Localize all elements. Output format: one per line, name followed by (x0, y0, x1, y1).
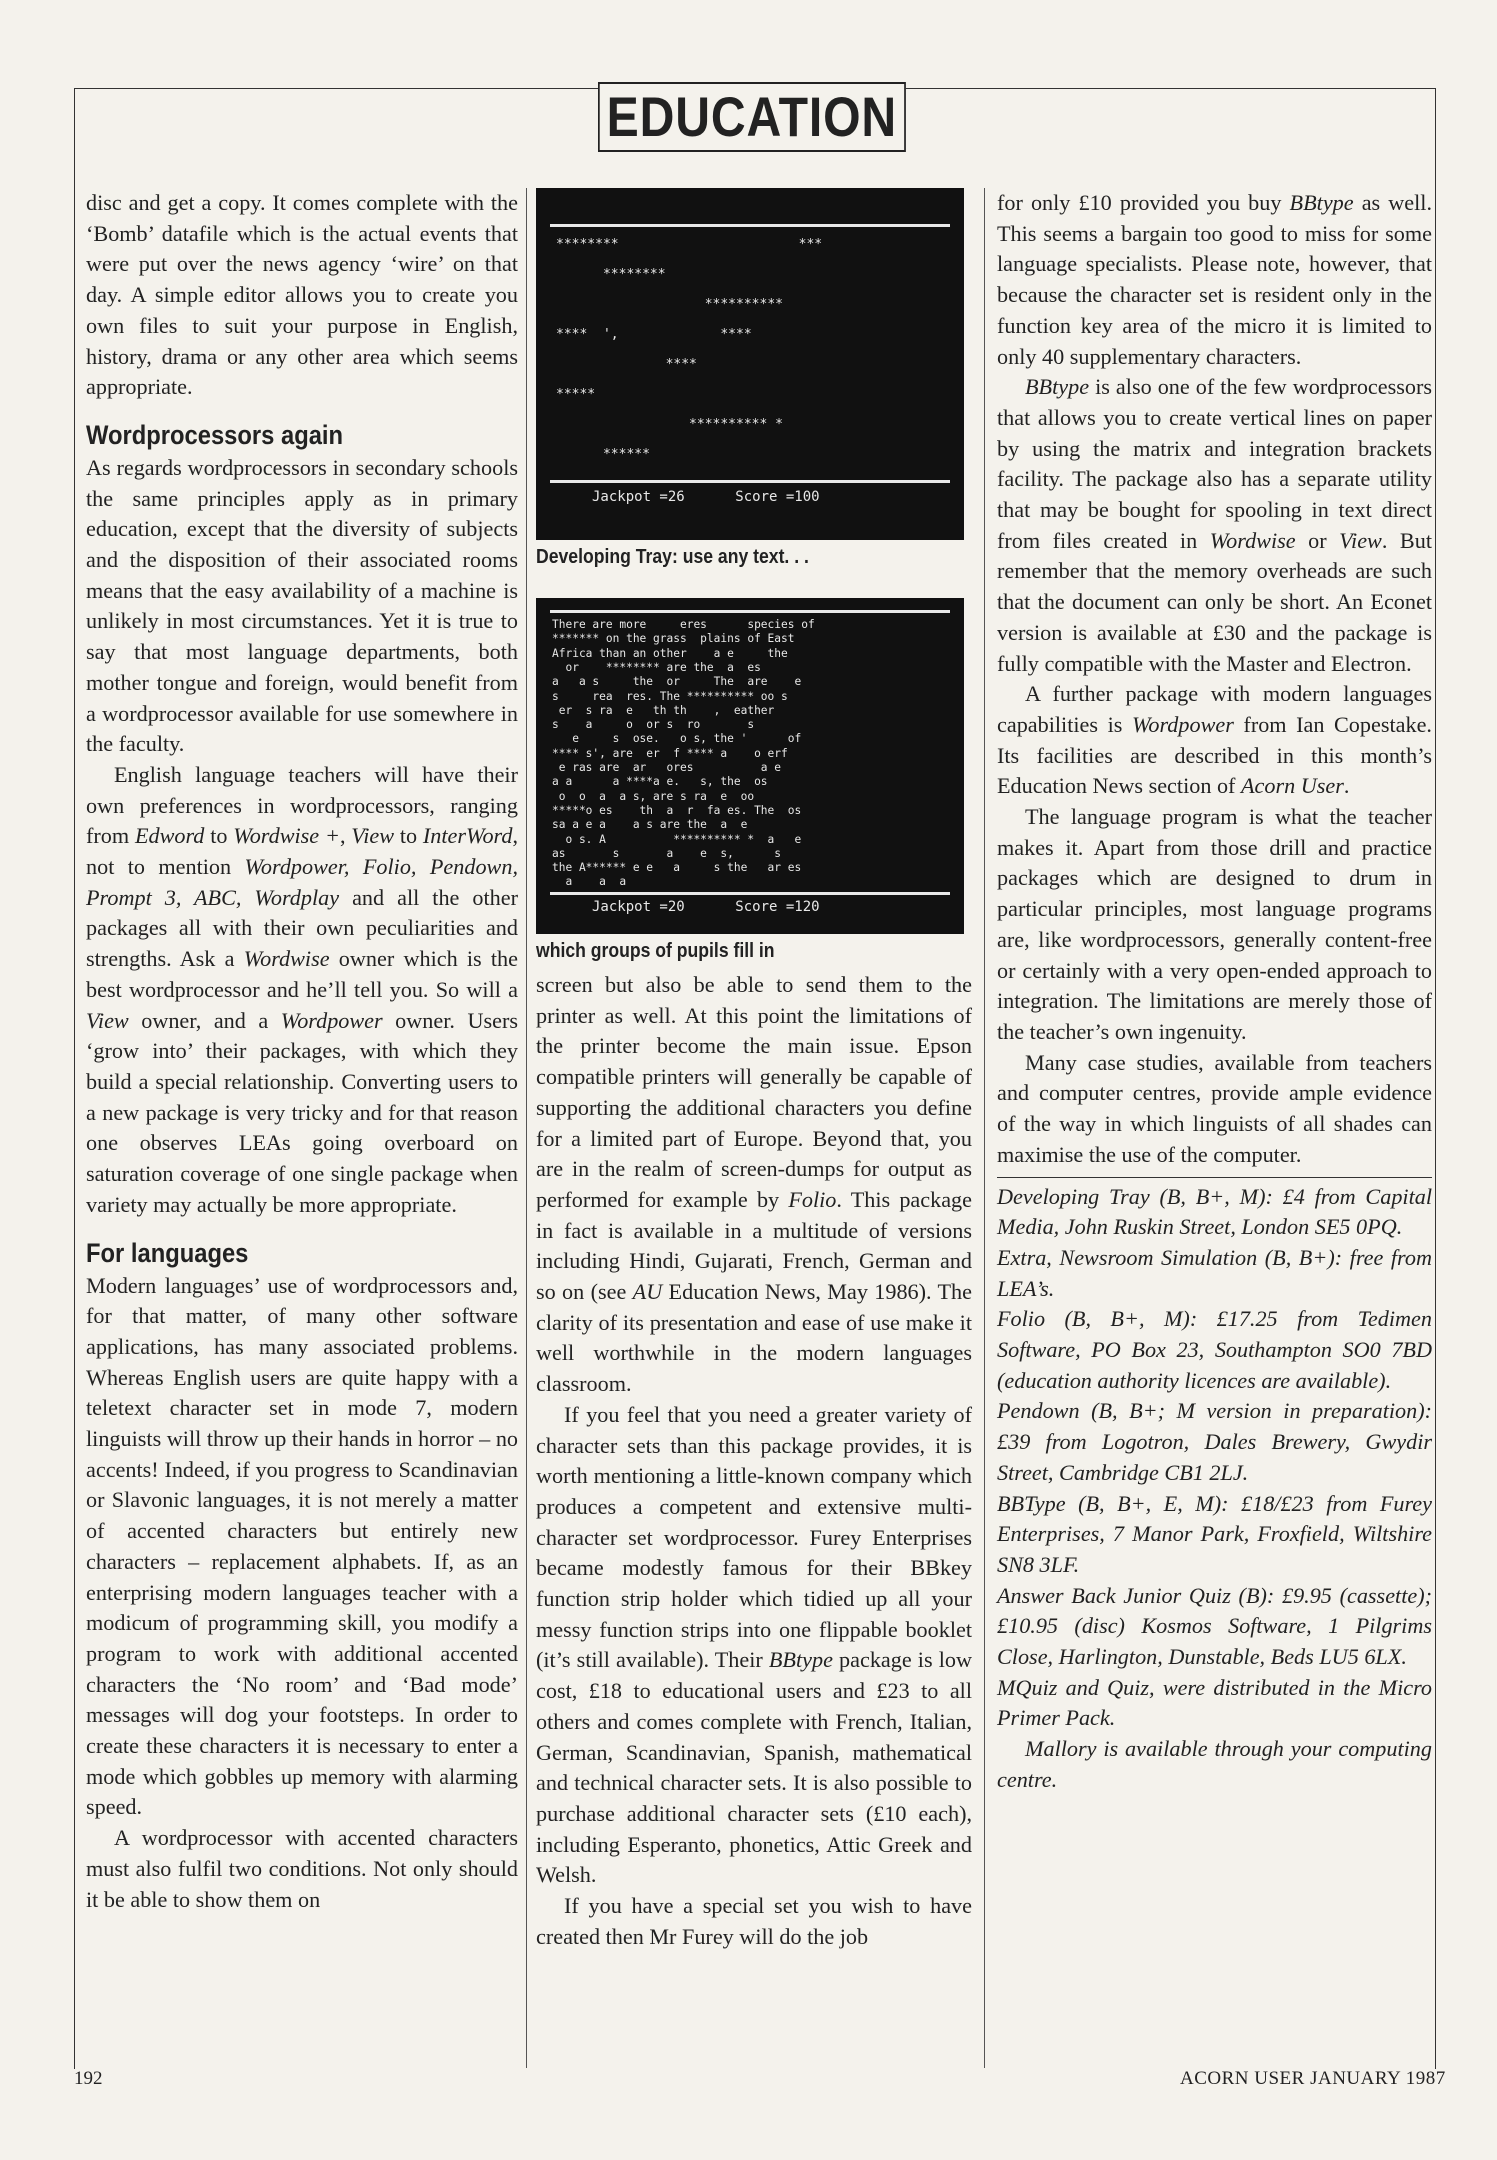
paragraph: screen but also be able to send them to the printer as well. At this point the limitations of the printer become the main issue. Epson compatible printers will generally be capable of supporting the additional characters you define for a limited part of Europe. Beyond that, you are in the realm of screen-dumps for output as performed for example by Folio. This package in fact is available in a multitude of versions including Hindi, Gujarati, French, German and so on (see AU Education News, May 1986). The clarity of its presentation and ease of use make it well worthwhile in the modern languages classroom. (536, 972, 972, 1397)
column-1 (86, 188, 518, 1915)
screen-row: o s. A ********** * a e (552, 832, 802, 846)
paragraph: The language program is what the teacher makes it. Apart from those drill and practice packages which are designed to drum in particular principles, most language programs are, like wordprocessors, generally content-free or certainly with a very open-ended approach to integration. The limitations are merely those of the teacher’s own ingenuity. (997, 804, 1432, 1044)
listing-item: Answer Back Junior Quiz (B): £9.95 (cassette); £10.95 (disc) Kosmos Software, 1 Pilgrims Close, Harlington, Dunstable, Beds LU5 6LX. (997, 1582, 1432, 1670)
running-head: ACORN USER JANUARY 1987 (1180, 2068, 1446, 2089)
paragraph: Many case studies, available from teachers and computer centres, provide ample evidence of the way in which linguists of all shades can maximise the use of the computer. (997, 1049, 1432, 1167)
screen-row: s rea res. The ********** oo s (552, 689, 788, 703)
screen-row: **** (556, 357, 697, 372)
screen-row: ******** (556, 267, 666, 282)
screen-row: a a s the or The are e (552, 675, 802, 689)
screen-row: er s ra e th th , eather (552, 703, 775, 717)
screen-row: a a a ****a e. s, the os (552, 775, 768, 789)
page-number: 192 (74, 2068, 103, 2089)
paragraph: for only £10 provided you buy BBtype as well. This seems a bargain too good to miss for some language specialists. Please note, however, that because the character set is resident only in the function key area of the micro it is limited to only 40 supplementary characters. (997, 190, 1433, 369)
screen-row: the A****** e e a s the ar es (552, 861, 802, 875)
column-rule (526, 188, 527, 2068)
screen-row: as s a e s, s (552, 846, 782, 860)
screen-rule (550, 480, 950, 483)
listing-item: Folio (B, B+, M): £17.25 from Tedimen Software, PO Box 23, Southampton SO0 7BD (education authority licences are available). (997, 1306, 1432, 1393)
screen-row: or ******** are the a es (552, 660, 761, 674)
subheading: For languages (86, 1237, 249, 1268)
listing-item: BBType (B, B+, E, M): £18/£23 from Furey Enterprises, 7 Manor Park, Froxfield, Wiltshire SN8 3LF. (997, 1490, 1432, 1577)
paragraph: If you have a special set you wish to have created then Mr Furey will do the job (536, 1893, 972, 1949)
screen-rule (550, 610, 950, 613)
screen-row: *****o es th a r fa es. The os (552, 803, 802, 817)
screen-row: Africa than an other a e the (552, 646, 788, 660)
screen-row: s a o or s ro s (552, 718, 755, 732)
screen-row: ******** *** (556, 237, 823, 252)
screen-status: Jackpot =26 Score =100 (592, 489, 820, 505)
listing-item: Developing Tray (B, B+, M): £4 from Capital Media, John Ruskin Street, London SE5 0PQ. (997, 1183, 1432, 1240)
screen-row: ********** (556, 297, 783, 312)
paragraph: Modern languages’ use of wordprocessors and, for that matter, of many other software applications, has many associated problems. Whereas English users are quite happy with a teletext character set in mode 7, modern linguists will throw up their hands in horror – no accents! Indeed, if you progress to Scandinavian or Slavonic languages, it is not merely a matter of accented characters but entirely new characters – replacement alphabets. If, as an enterprising modern languages teacher with a modicum of programming skill, you modify a program to work with additional accented characters the ‘No room’ and ‘Bad mode’ messages will dog your footsteps. In order to create these characters it is necessary to enter a mode which gobbles up memory with alarming speed. (86, 1272, 519, 1820)
column-2 (536, 188, 972, 1953)
screen-row: o o a a s, are s ra e oo (552, 789, 755, 803)
screen-row: **** s', are er f **** a o erf (552, 746, 788, 760)
screen-rule (550, 224, 950, 227)
listing-item: Extra, Newsroom Simulation (B, B+): free from LEA’s. (997, 1244, 1432, 1301)
screen-row: There are more eres species of (552, 618, 815, 631)
listing-item: Mallory is available through your computing centre. (997, 1736, 1432, 1792)
paragraph: BBtype is also one of the few wordprocessors that allows you to create vertical lines on paper by using the matrix and integration brackets facility. The package also has a separate utility that may be bought for spooling in text direct from files created in Wordwise or View. But remember that the memory overheads are such that the document can only be short. An Econet version is available at £30 and the package is fully compatible with the Master and Electron. (997, 374, 1432, 676)
section-header: EDUCATION (598, 82, 906, 152)
screen-row: ***** (556, 387, 596, 402)
paragraph: As regards wordprocessors in secondary schools the same principles apply as in primary education, except that the diversity of subjects and the disposition of their associated rooms means that the easy availability of a machine is unlikely in most circumstances. Yet it is true to say that most language departments, both mother tongue and foreign, would benefit from a wordprocessor available for use somewhere in the faculty. (86, 454, 518, 757)
caption: Developing Tray: use any text. . . (536, 546, 809, 568)
screenshot-developing-tray-2 (536, 598, 964, 934)
screen-row: ******* on the grass plains of East (552, 632, 795, 646)
column-3 (997, 188, 1432, 1796)
screen-rule (550, 892, 950, 895)
paragraph: English language teachers will have their own preferences in wordprocessors, ranging from Edword to Wordwise +, View to InterWord, not to mention Wordpower, Folio, Pendown, Prompt 3, ABC, Wordplay and all the other packages all with their own peculiarities and strengths. Ask a Wordwise owner which is the best wordprocessor and he’ll tell you. So will a View owner, and a Wordpower owner. Users ‘grow into’ their packages, with which they build a special relationship. Converting users to a new package is very tricky and for that reason one observes LEAs going overboard on saturation coverage of one single package when variety may actually be more appropriate. (86, 761, 519, 1217)
paragraph: A wordprocessor with accented characters must also fulfil two conditions. Not only should it be able to show them on (86, 1825, 518, 1912)
paragraph: If you feel that you need a greater variety of character sets than this package provides, it is worth mentioning a little-known company which produces a competent and extensive multi-character set wordprocessor. Furey Enterprises became modestly famous for their BBkey function strip holder which tidied up all your messy function strips into one flippable booklet (it’s still available). Their BBtype package is low cost, £18 to educational users and £23 to all others and comes complete with French, Italian, German, Scandinavian, Spanish, mathematical and technical character sets. It is also possible to purchase additional character sets (£10 each), including Esperanto, phonetics, Attic Greek and Welsh. (536, 1401, 972, 1888)
screenshot-developing-tray-1 (536, 188, 964, 540)
screen-status: Jackpot =20 Score =120 (592, 899, 820, 915)
column-rule (984, 188, 985, 2068)
paragraph: disc and get a copy. It comes complete with the ‘Bomb’ datafile which is the actual events that were put over the news agency ‘wire’ on that day. A simple editor allows you to create you own files to suit your purpose in English, history, drama or any other area which seems appropriate. (86, 190, 518, 400)
product-listing (997, 1182, 1432, 1796)
screen-row: sa a e a a s are the a e (552, 818, 748, 832)
screen-row: ********** * (556, 417, 783, 432)
screen-row: **** ', **** (556, 327, 752, 342)
listing-rule (997, 1177, 1432, 1178)
screen-row: a a a (552, 875, 627, 889)
listing-item: MQuiz and Quiz, were distributed in the Micro Primer Pack. (997, 1674, 1432, 1731)
subheading: Wordprocessors again (86, 419, 344, 450)
screen-row: e ras are ar ores a e (552, 761, 782, 774)
caption: which groups of pupils fill in (536, 940, 775, 962)
screen-row: e s ose. o s, the ' of (552, 732, 802, 746)
paragraph: A further package with modern languages capabilities is Wordpower from Ian Copestake. Its facilities are described in this month’s Education News section of Acorn User. (997, 681, 1432, 799)
screen-row: ****** (556, 447, 650, 462)
listing-item: Pendown (B, B+; M version in preparation): £39 from Logotron, Dales Brewery, Gwydir Street, Cambridge CB1 2LJ. (997, 1398, 1432, 1485)
